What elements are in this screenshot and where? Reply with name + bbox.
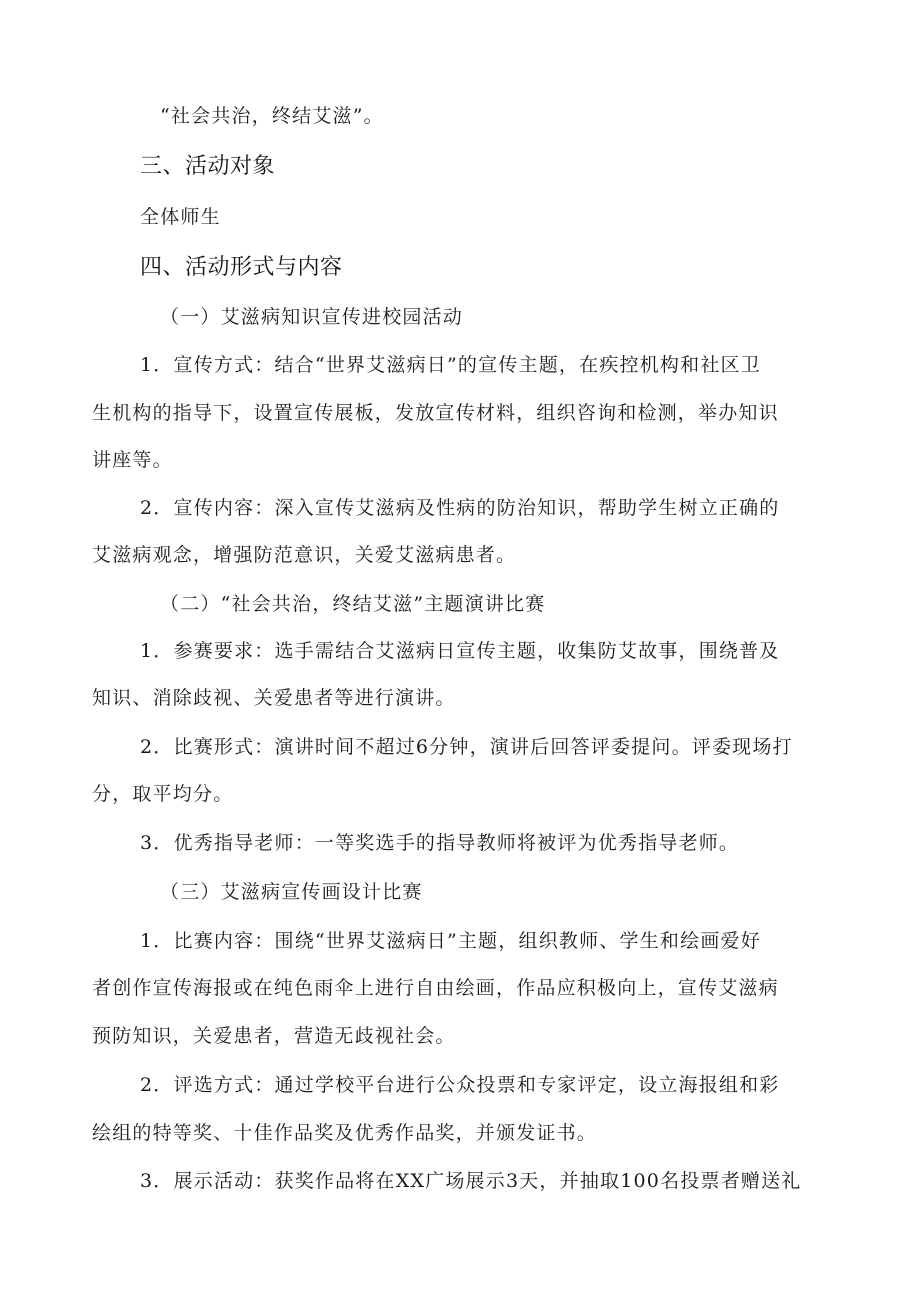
text-line: 绘组的特等奖、十佳作品奖及优秀作品奖，并颁发证书。 [92, 1122, 598, 1144]
text-line: 1．参赛要求：选手需结合艾滋病日宣传主题，收集防艾故事，围绕普及 [140, 640, 780, 662]
text-line: 3．展示活动：获奖作品将在XX广场展示3天，并抽取100名投票者赠送礼 [140, 1170, 802, 1192]
section-heading-4: 四、活动形式与内容 [140, 255, 343, 280]
text-line: 3．优秀指导老师：一等奖选手的指导教师将被评为优秀指导老师。 [140, 832, 740, 854]
text-line: 分，取平均分。 [92, 783, 234, 805]
text-line: 知识、消除歧视、关爱患者等进行演讲。 [92, 687, 456, 709]
subsection-heading-3: （三）艾滋病宣传画设计比赛 [160, 881, 423, 903]
text-line: 艾滋病观念，增强防范意识，关爱艾滋病患者。 [92, 544, 517, 566]
text-line: 讲座等。 [92, 449, 173, 471]
text-line: “社会共治，终结艾滋”。 [160, 105, 384, 127]
text-line: 预防知识，关爱患者，营造无歧视社会。 [92, 1025, 456, 1047]
text-line: 2．比赛形式：演讲时间不超过6分钟，演讲后回答评委提问。评委现场打 [140, 736, 793, 758]
text-line: 2．宣传内容：深入宣传艾滋病及性病的防治知识，帮助学生树立正确的 [140, 497, 780, 519]
text-line: 者创作宣传海报或在纯色雨伞上进行自由绘画，作品应积极向上，宣传艾滋病 [92, 977, 779, 999]
text-line: 1．宣传方式：结合“世界艾滋病日”的宣传主题，在疾控机构和社区卫 [140, 354, 761, 376]
subsection-heading-1: （一）艾滋病知识宣传进校园活动 [160, 306, 464, 328]
text-line: 生机构的指导下，设置宣传展板，发放宣传材料，组织咨询和检测，举办知识 [92, 402, 779, 424]
text-line: 1．比赛内容：围绕“世界艾滋病日”主题，组织教师、学生和绘画爱好 [140, 930, 761, 952]
text-line: 全体师生 [140, 206, 221, 228]
text-line: 2．评选方式：通过学校平台进行公众投票和专家评定，设立海报组和彩 [140, 1074, 780, 1096]
subsection-heading-2: （二）“社会共治，终结艾滋”主题演讲比赛 [160, 593, 546, 615]
section-heading-3: 三、活动对象 [140, 154, 276, 179]
